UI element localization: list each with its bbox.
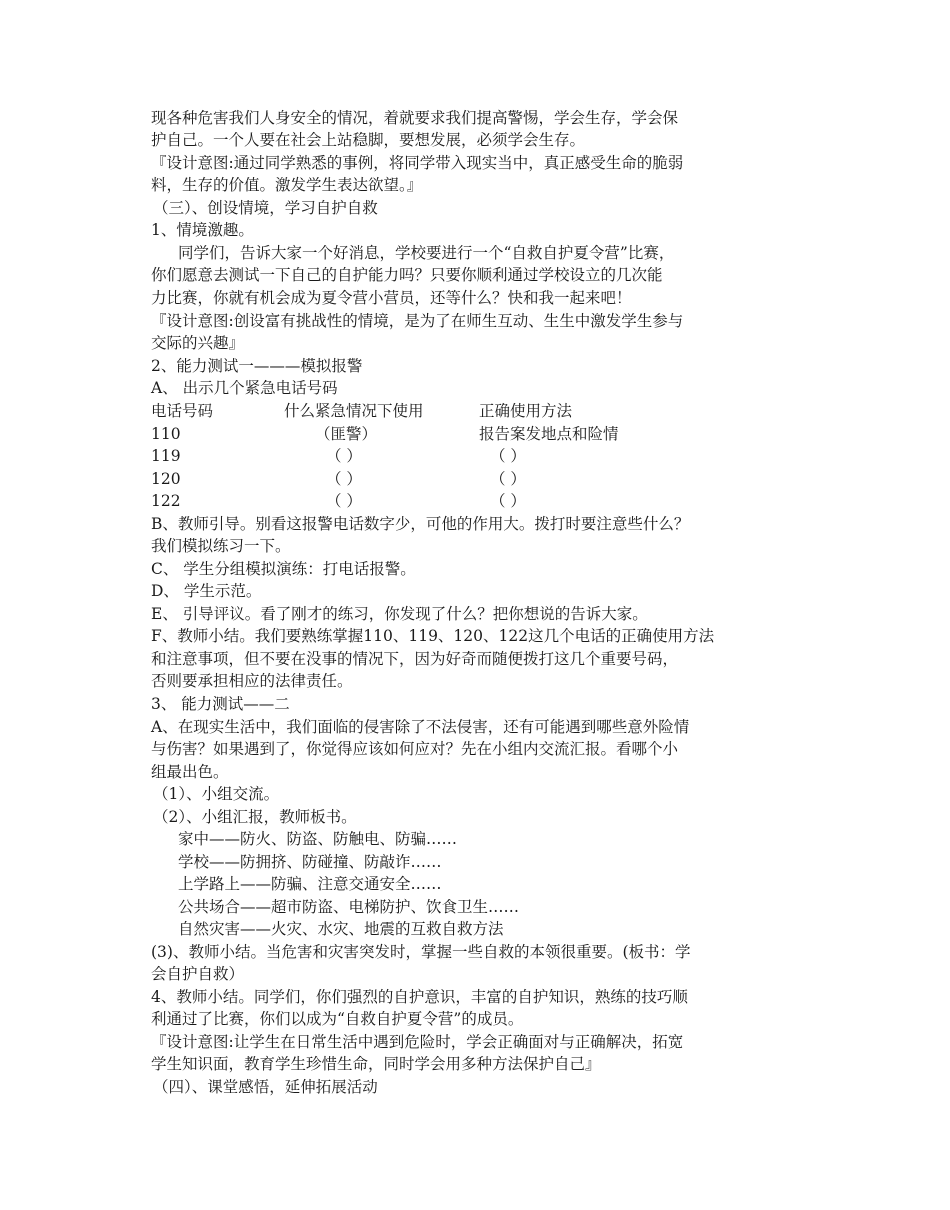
- paragraph-line: 你们愿意去测试一下自己的自护能力吗？只要你顺利通过学校设立的几次能: [151, 266, 663, 284]
- table-cell-phone: 110: [151, 425, 181, 443]
- subsection-heading: 1、情境激趣。: [151, 221, 254, 239]
- design-intent-line: 学生知识面，教育学生珍惜生命，同时学会用多种方法保护自己』: [151, 1055, 601, 1073]
- board-note-line: 自然灾害——火灾、水灾、地震的互救自救方法: [178, 920, 504, 938]
- board-note-line: 公共场合——超市防盗、电梯防护、饮食卫生……: [178, 898, 520, 916]
- paragraph-line: 与伤害？如果遇到了，你觉得应该如何应对？先在小组内交流汇报。看哪个小: [151, 740, 679, 758]
- design-intent-line: 交际的兴趣』: [151, 334, 245, 352]
- section-heading: （四）、课堂感悟，延伸拓展活动: [153, 1078, 378, 1096]
- table-cell-usage: （ ）: [490, 470, 526, 488]
- table-cell-situation: （ ）: [326, 470, 362, 488]
- list-item: D、 学生示范。: [151, 582, 262, 600]
- subsection-heading: 3、 能力测试——二: [151, 695, 290, 713]
- list-item: 4、教师小结。同学们，你们强烈的自护意识，丰富的自护知识，熟练的技巧顺: [151, 988, 688, 1006]
- board-note-line: 家中——防火、防盗、防触电、防骗……: [178, 830, 458, 848]
- list-item: E、 引导评议。看了刚才的练习，你发现了什么？把你想说的告诉大家。: [151, 605, 648, 623]
- section-heading: （三）、创设情境，学习自护自救: [153, 199, 378, 217]
- list-item: (3)、教师小结。当危害和灾害突发时，掌握一些自救的本领很重要。(板书：学: [151, 943, 691, 961]
- paragraph-line: 组最出色。: [151, 763, 229, 781]
- paragraph-line: 和注意事项，但不要在没事的情况下，因为好奇而随便拨打这几个重要号码，: [151, 650, 679, 668]
- table-header-usage: 正确使用方法: [479, 402, 573, 420]
- table-cell-phone: 120: [151, 470, 181, 488]
- table-cell-usage: 报告案发地点和险情: [479, 425, 619, 443]
- table-cell-usage: （ ）: [490, 447, 526, 465]
- table-cell-phone: 122: [151, 492, 181, 510]
- table-cell-situation: （匪警）: [315, 425, 378, 443]
- list-item: （1）、小组交流。: [153, 785, 280, 803]
- list-item: A、在现实生活中，我们面临的侵害除了不法侵害，还有可能遇到哪些意外险情: [151, 718, 690, 736]
- list-item: C、 学生分组模拟演练：打电话报警。: [151, 560, 416, 578]
- table-header-situation: 什么紧急情况下使用: [284, 402, 424, 420]
- paragraph-line: 我们模拟练习一下。: [151, 537, 291, 555]
- board-note-line: 上学路上——防骗、注意交通安全……: [178, 875, 442, 893]
- table-cell-situation: （ ）: [326, 447, 362, 465]
- table-cell-situation: （ ）: [326, 492, 362, 510]
- table-cell-phone: 119: [151, 447, 181, 465]
- table-header-phone: 电话号码: [151, 402, 214, 420]
- paragraph-line: 同学们，告诉大家一个好消息，学校要进行一个“自救自护夏令营”比赛，: [178, 244, 675, 262]
- paragraph-line: 力比赛，你就有机会成为夏令营小营员，还等什么？快和我一起来吧！: [151, 289, 632, 307]
- design-intent-line: 『设计意图:通过同学熟悉的事例，将同学带入现实当中，真正感受生命的脆弱: [151, 154, 684, 172]
- list-item: （2）、小组汇报，教师板书。: [153, 808, 357, 826]
- paragraph-line: 现各种危害我们人身安全的情况，着就要求我们提高警惕，学会生存，学会保: [151, 109, 679, 127]
- paragraph-line: 利通过了比赛，你们以成为“自救自护夏令营”的成员。: [151, 1010, 524, 1028]
- subsection-heading: 2、能力测试一———模拟报警: [151, 357, 363, 375]
- design-intent-line: 『设计意图:创设富有挑战性的情境，是为了在师生互动、生生中激发学生参与: [151, 312, 684, 330]
- board-note-line: 学校——防拥挤、防碰撞、防敲诈……: [178, 853, 442, 871]
- paragraph-line: 护自己。一个人要在社会上站稳脚，要想发展，必须学会生存。: [151, 131, 586, 149]
- paragraph-line: 会自护自救）: [151, 965, 245, 983]
- table-cell-usage: （ ）: [490, 492, 526, 510]
- design-intent-line: 『设计意图:让学生在日常生活中遇到危险时，学会正确面对与正确解决，拓宽: [151, 1033, 684, 1051]
- list-item: A、 出示几个紧急电话号码: [151, 379, 338, 397]
- list-item: B、教师引导。别看这报警电话数字少，可他的作用大。拨打时要注意些什么？: [151, 515, 690, 533]
- design-intent-line: 料，生存的价值。激发学生表达欲望。』: [151, 176, 423, 194]
- paragraph-line: 否则要承担相应的法律责任。: [151, 672, 353, 690]
- list-item: F、教师小结。我们要熟练掌握110、119、120、122这几个电话的正确使用方法: [151, 627, 715, 645]
